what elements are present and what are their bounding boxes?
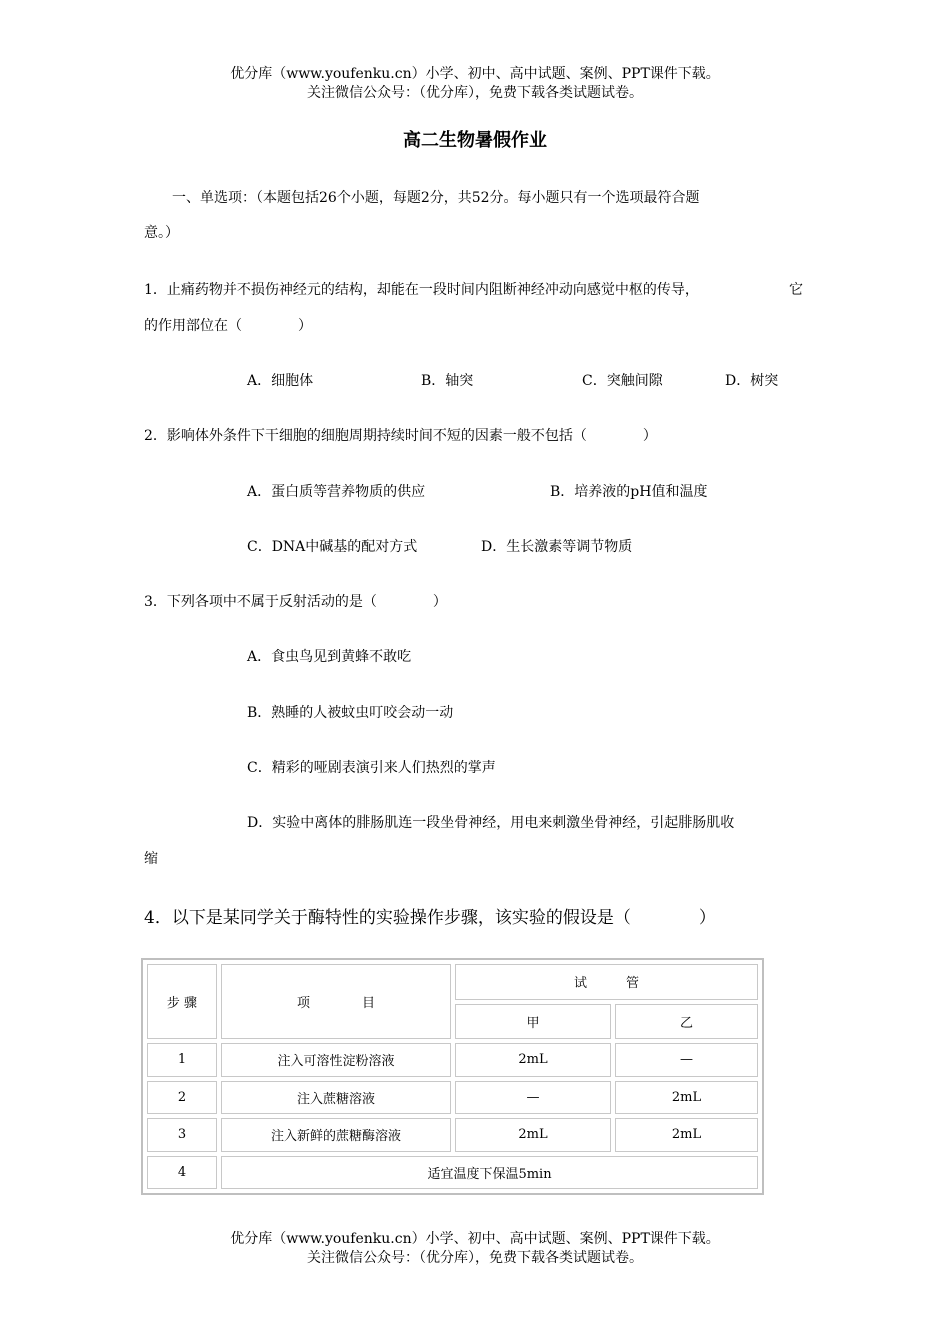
q3-option-b: B．熟睡的人被蚊虫叮咬会动一动	[247, 705, 454, 721]
q3-option-c: C．精彩的哑剧表演引来人们热烈的掌声	[247, 760, 496, 776]
q1-stem-end: 它	[789, 282, 803, 298]
row-item-merged: 适宜温度下保温5min	[221, 1156, 758, 1190]
header-step: 步 骤	[147, 964, 217, 1039]
q1-option-c: C．突触间隙	[582, 373, 663, 389]
row-yi: —	[615, 1043, 758, 1076]
row-item: 注入蔗糖溶液	[221, 1081, 451, 1114]
q2-option-d: D．生长激素等调节物质	[481, 539, 633, 555]
q2-option-c: C．DNA中碱基的配对方式	[247, 539, 418, 555]
row-jia: —	[455, 1081, 611, 1114]
q1-option-b: B．轴突	[421, 373, 474, 389]
row-step: 4	[147, 1156, 217, 1190]
q3-option-d-cont: 缩	[144, 851, 158, 867]
header-line-2: 关注微信公众号：（优分库），免费下载各类试题试卷。	[307, 85, 643, 101]
table-header-row	[147, 964, 758, 1000]
section-instructions-cont: 意。）	[144, 225, 179, 241]
row-item: 注入可溶性淀粉溶液	[221, 1043, 451, 1076]
q3-stem: 3．下列各项中不属于反射活动的是（ ）	[144, 594, 447, 610]
section-instructions: 一、单选项：（本题包括26个小题，每题2分，共52分。每小题只有一个选项最符合题	[172, 190, 700, 206]
table-row	[147, 1043, 758, 1076]
row-jia: 2mL	[455, 1043, 611, 1076]
table-row	[147, 1156, 758, 1190]
q3-option-a: A．食虫鸟见到黄蜂不敢吃	[247, 649, 412, 665]
row-yi: 2mL	[615, 1081, 758, 1114]
row-jia: 2mL	[455, 1118, 611, 1151]
row-item: 注入新鲜的蔗糖酶溶液	[221, 1118, 451, 1151]
header-item: 项 目	[221, 964, 451, 1039]
header-tube-jia: 甲	[455, 1004, 611, 1040]
row-step: 1	[147, 1043, 217, 1076]
q2-option-b: B．培养液的pH值和温度	[550, 484, 708, 500]
table-row	[147, 1118, 758, 1151]
q1-option-a: A．细胞体	[247, 373, 314, 389]
q1-stem-cont: 的作用部位在（ ）	[144, 318, 312, 334]
row-step: 2	[147, 1081, 217, 1114]
q3-option-d: D．实验中离体的腓肠肌连一段坐骨神经，用电来刺激坐骨神经，引起腓肠肌收	[247, 815, 735, 831]
header-tube-yi: 乙	[615, 1004, 758, 1040]
q1-option-d: D．树突	[725, 373, 779, 389]
header-line-1: 优分库（www.youfenku.cn）小学、初中、高中试题、案例、PPT课件下载。	[230, 66, 720, 82]
q4-stem: 4．以下是某同学关于酶特性的实验操作步骤，该实验的假设是（ ）	[144, 908, 716, 928]
footer-line-2: 关注微信公众号：（优分库），免费下载各类试题试卷。	[307, 1250, 643, 1266]
q2-option-a: A．蛋白质等营养物质的供应	[247, 484, 426, 500]
row-yi: 2mL	[615, 1118, 758, 1151]
header-tubes: 试 管	[455, 964, 758, 1000]
table-row	[147, 1081, 758, 1114]
q2-stem: 2．影响体外条件下干细胞的细胞周期持续时间不短的因素一般不包括（ ）	[144, 428, 657, 444]
footer-line-1: 优分库（www.youfenku.cn）小学、初中、高中试题、案例、PPT课件下载。	[230, 1231, 720, 1247]
page-title: 高二生物暑假作业	[403, 130, 547, 151]
row-step: 3	[147, 1118, 217, 1151]
experiment-table	[141, 958, 764, 1195]
q1-stem: 1．止痛药物并不损伤神经元的结构，却能在一段时间内阻断神经冲动向感觉中枢的传导，	[144, 282, 699, 298]
